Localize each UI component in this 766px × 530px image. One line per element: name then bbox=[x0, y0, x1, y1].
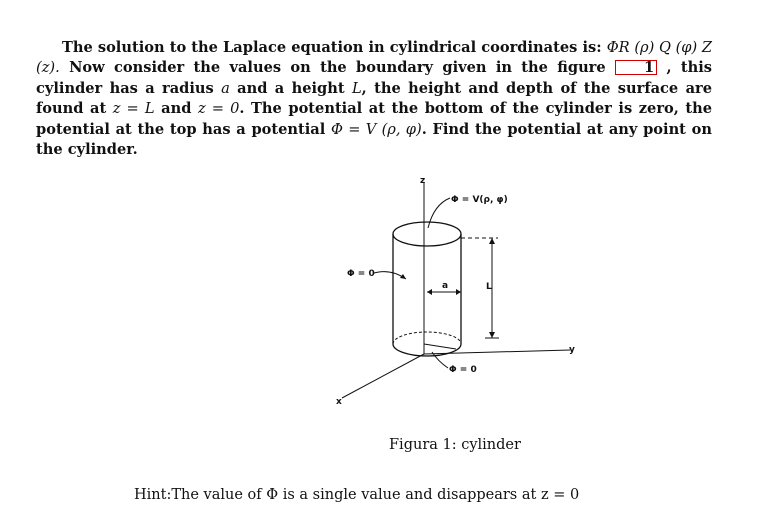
problem-text-2a: Now consider the values on the boundary given in the figure bbox=[69, 59, 615, 77]
bottom-potential-label: Φ = 0 bbox=[449, 365, 477, 375]
height-arrow-head-top bbox=[489, 238, 495, 244]
radius-arrow-head-right bbox=[456, 289, 461, 295]
problem-text-3a: and a height bbox=[229, 79, 352, 97]
hint-text: Hint:The value of Φ is a single value and disappears at z = 0 bbox=[134, 487, 580, 503]
problem-text-3c: and bbox=[154, 100, 198, 118]
eq-top-potential: Φ = V (ρ, φ) bbox=[331, 120, 422, 138]
problem-statement bbox=[36, 38, 712, 160]
height-label: L bbox=[486, 282, 492, 292]
side-leader-arrow bbox=[400, 274, 406, 279]
problem-text-4: . The potential at the bottom of the cylinder is zero, the potential at the top has a potential bbox=[36, 100, 713, 138]
bottom-radius-line bbox=[424, 344, 456, 349]
top-potential-label: Φ = V(ρ, φ) bbox=[451, 195, 508, 205]
z-axis-label: z bbox=[420, 176, 426, 186]
eq-z-0: z = 0 bbox=[197, 100, 240, 118]
figure-caption: Figura 1: cylinder bbox=[389, 437, 521, 453]
cylinder-diagram bbox=[320, 172, 580, 412]
x-axis bbox=[342, 354, 424, 398]
cylinder-top bbox=[393, 222, 461, 246]
intro-text: The solution to the Laplace equation in cylindrical coordinates is: bbox=[62, 39, 607, 56]
eq-z-L: z = L bbox=[112, 100, 155, 118]
height-arrow-head-bottom bbox=[489, 332, 495, 338]
top-label-leader bbox=[428, 198, 450, 228]
problem-text-2b: , this cylinder has a radius bbox=[36, 59, 713, 97]
var-L: L bbox=[351, 79, 362, 97]
x-axis-label: x bbox=[336, 397, 342, 407]
radius-label: a bbox=[442, 281, 449, 291]
var-a: a bbox=[221, 79, 230, 97]
figure-reference-link[interactable]: 1 bbox=[615, 60, 657, 75]
radius-arrow-head-left bbox=[427, 289, 432, 295]
cylinder-figure bbox=[320, 172, 580, 412]
cylinder-bottom-back bbox=[393, 332, 461, 344]
problem-text-5: . Find the potential at any point on the cylinder. bbox=[36, 120, 712, 159]
side-potential-label: Φ = 0 bbox=[347, 269, 375, 279]
product-formula: ΦR (ρ) Q (φ) Z (z). bbox=[36, 39, 712, 77]
problem-text-3b: , the height and depth of the surface are found at bbox=[36, 79, 712, 118]
y-axis-label: y bbox=[569, 345, 575, 355]
